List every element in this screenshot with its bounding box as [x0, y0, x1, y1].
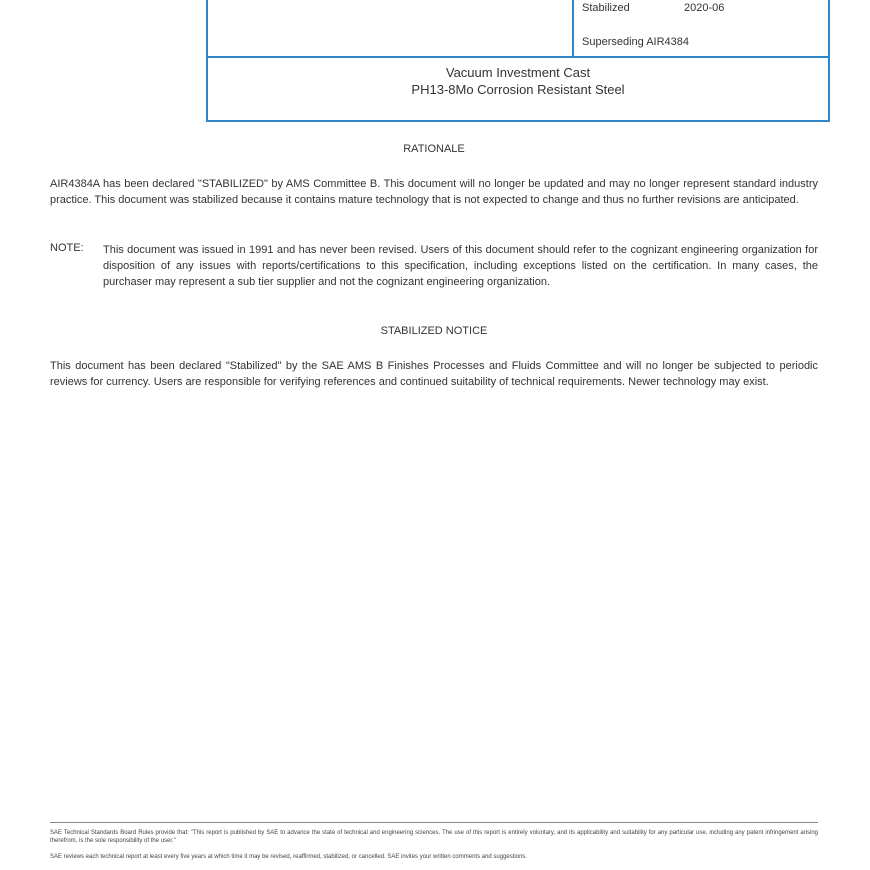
- title-line-2: PH13-8Mo Corrosion Resistant Steel: [411, 82, 625, 97]
- stabilized-date: 2020-06: [684, 2, 725, 14]
- stabilized-notice-heading: STABILIZED NOTICE: [380, 325, 488, 337]
- rationale-heading: RATIONALE: [403, 143, 465, 155]
- document-title: [208, 64, 828, 98]
- footer-rule: [50, 822, 818, 823]
- header-divider-vertical: [572, 0, 574, 56]
- stabilized-label: Stabilized: [582, 2, 630, 14]
- rationale-body: AIR4384A has been declared "STABILIZED" by AMS Committee B. This document will no longer be updated and may no longer represent standard industry practice. This document was stabilized because it contains mature technology that is not expected to change and thus no further revisions are anticipated.: [50, 178, 818, 206]
- footer-disclaimer: SAE Technical Standards Board Rules provide that: "This report is published by SAE to advance the state of technical and engineering sciences. The use of this report is entirely voluntary, and its applicability and suitability for any particular use, including any patent infringement arising therefrom, is the sole responsibility of the user.": [50, 830, 818, 844]
- stabilized-notice-body: This document has been declared "Stabilized" by the SAE AMS B Finishes Processes and Fluids Committee and will no longer be subjected to periodic reviews for currency. Users are responsible for verifying references and continued suitability of technical requirements. Newer technology may exist.: [50, 360, 818, 388]
- document-header-box: [206, 0, 830, 122]
- note-body: This document was issued in 1991 and has never been revised. Users of this document should refer to the cognizant engineering organization for disposition of any issues with reports/certifications to this specification, including exceptions listed on the certification. In many cases, the purchaser may represent a sub tier supplier and not the cognizant engineering organization.: [103, 244, 818, 288]
- title-line-1: Vacuum Investment Cast: [445, 65, 591, 80]
- footer-review-notice: SAE reviews each technical report at least every five years at which time it may be revised, reaffirmed, stabilized, or cancelled. SAE invites your written comments and suggestions.: [50, 854, 528, 860]
- header-divider-horizontal: [208, 56, 828, 58]
- note-label: NOTE:: [50, 242, 84, 254]
- superseding-label: Superseding AIR4384: [582, 36, 690, 48]
- header-top-section: [208, 0, 828, 56]
